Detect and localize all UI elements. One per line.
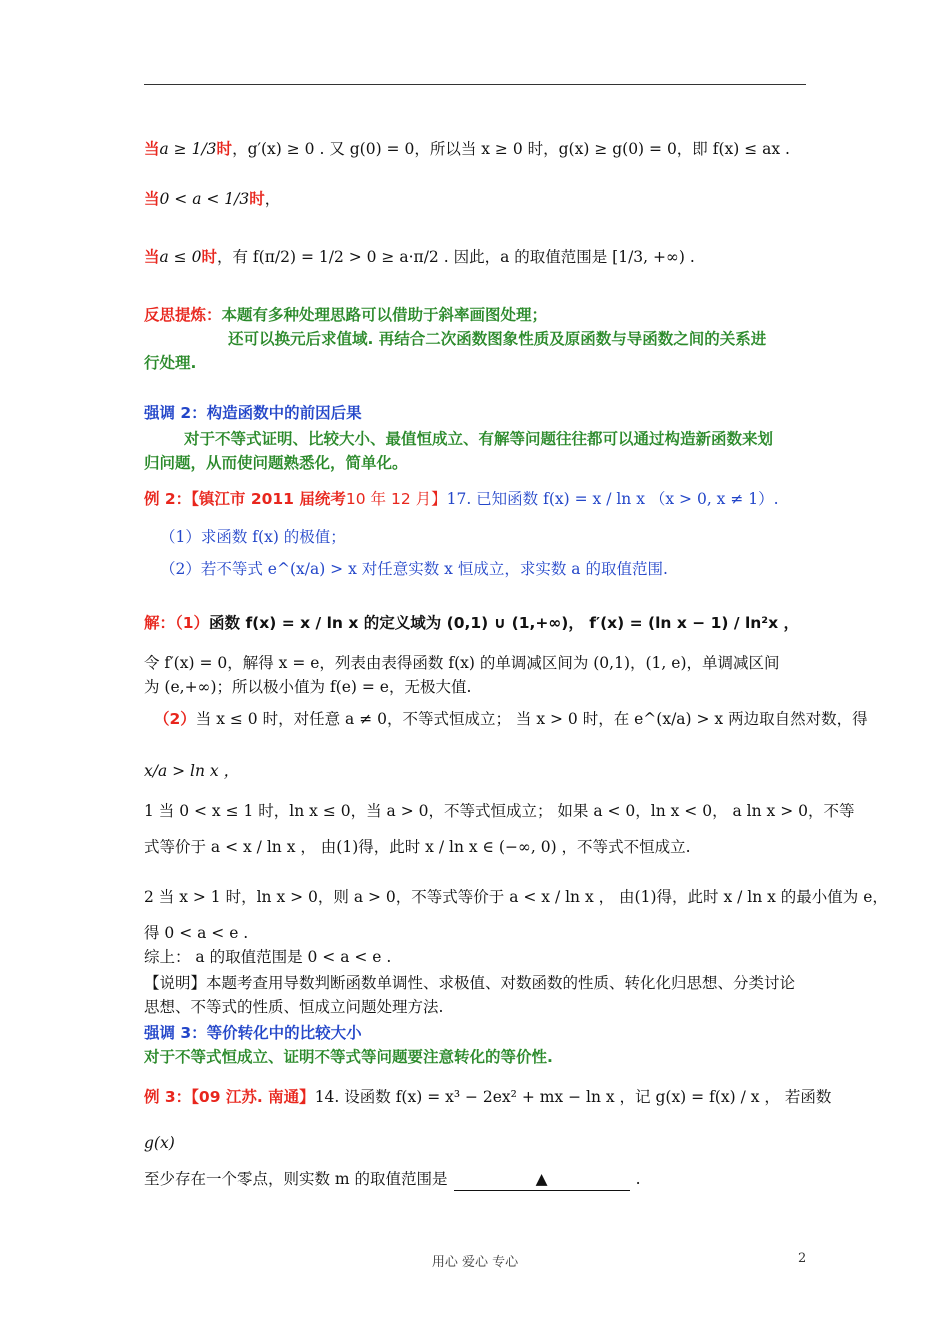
solution-line-1: 解：（1）函数 f(x) = x / ln x 的定义域为 (0,1) ∪ (1,+∞)， f′(x) = (ln x − 1) / ln²x ， <box>144 614 799 632</box>
example-2-heading: 例 2：【镇江市 2011 届统考10 年 12 月】17. 已知函数 f(x) = x / ln x （x > 0, x ≠ 1）. <box>144 490 779 508</box>
answer-blank[interactable]: ▲ <box>454 1168 630 1191</box>
solution-line-2: 令 f′(x) = 0，解得 x = e，列表由表得函数 f(x) 的单调减区间为 (0,1)，(1, e)，单调减区间 <box>144 654 780 672</box>
reflection-line-1: 反思提炼：本题有多种处理思路可以借助于斜率画图处理； <box>144 306 548 324</box>
case-a-between: 当0 < a < 1/3时， <box>144 190 281 208</box>
example-3-heading: 例 3：【09 江苏. 南通】14. 设函数 f(x) = x³ − 2ex² + mx − ln x ，记 g(x) = f(x) / x ， 若函数 <box>144 1088 832 1106</box>
solution-line-10: 综上： a 的取值范围是 0 < a < e . <box>144 948 392 966</box>
solution-line-4: （2）当 x ≤ 0 时，对任意 a ≠ 0，不等式恒成立； 当 x > 0 时，在 e^(x/a) > x 两边取自然对数，得 <box>154 710 868 728</box>
solution-line-8: 2 当 x > 1 时，ln x > 0，则 a > 0，不等式等价于 a < x / ln x ， 由(1)得，此时 x / ln x 的最小值为 e， <box>144 888 888 906</box>
note-line-2: 思想、不等式的性质、恒成立问题处理方法. <box>144 998 444 1016</box>
page-number: 2 <box>798 1251 807 1266</box>
emphasis-3-title: 强调 3：等价转化中的比较大小 <box>144 1024 362 1042</box>
emphasis-2-line-1: 对于不等式证明、比较大小、最值恒成立、有解等问题往往都可以通过构造新函数来划 <box>184 430 774 448</box>
solution-line-7: 式等价于 a < x / ln x ， 由(1)得，此时 x / ln x ∈ (−∞, 0) ，不等式不恒成立. <box>144 838 691 856</box>
reflection-line-2: 还可以换元后求值域. 再结合二次函数图象性质及原函数与导函数之间的关系进 <box>228 330 767 348</box>
solution-line-3: 为 (e,+∞)；所以极小值为 f(e) = e，无极大值. <box>144 678 472 696</box>
case-a-ge-third: 当a ≥ 1/3时，g′(x) ≥ 0 . 又 g(0) = 0，所以当 x ≥ 0 时，g(x) ≥ g(0) = 0，即 f(x) ≤ ax . <box>144 140 790 158</box>
example-3-question: 至少存在一个零点，则实数 m 的取值范围是 ▲ . <box>144 1168 814 1191</box>
example-2-question-1: （1）求函数 f(x) 的极值； <box>160 528 346 546</box>
solution-line-9: 得 0 < a < e . <box>144 924 249 942</box>
example-2-question-2: （2）若不等式 e^(x/a) > x 对任意实数 x 恒成立，求实数 a 的取值范围. <box>160 560 668 578</box>
emphasis-2-line-2: 归问题，从而使问题熟悉化，简单化。 <box>144 454 408 472</box>
case-a-le-zero: 当a ≤ 0时，有 f(π/2) = 1/2 > 0 ≥ a·π/2 . 因此，a 的取值范围是 [1/3, +∞) . <box>144 248 695 266</box>
emphasis-3-line-1: 对于不等式恒成立、证明不等式等问题要注意转化的等价性. <box>144 1048 553 1066</box>
example-3-gx: g(x) <box>144 1134 175 1152</box>
header-rule <box>144 84 806 85</box>
note-line-1: 【说明】本题考查用导数判断函数单调性、求极值、对数函数的性质、转化化归思想、分类讨论 <box>144 974 796 992</box>
reflection-line-3: 行处理. <box>144 354 197 372</box>
solution-line-6: 1 当 0 < x ≤ 1 时，ln x ≤ 0，当 a > 0，不等式恒成立； 如果 a < 0，ln x < 0， a ln x > 0，不等 <box>144 802 855 820</box>
emphasis-2-title: 强调 2：构造函数中的前因后果 <box>144 404 362 422</box>
solution-line-5: x/a > ln x ， <box>144 762 240 780</box>
page-footer: 用心 爱心 专心 <box>431 1255 519 1270</box>
